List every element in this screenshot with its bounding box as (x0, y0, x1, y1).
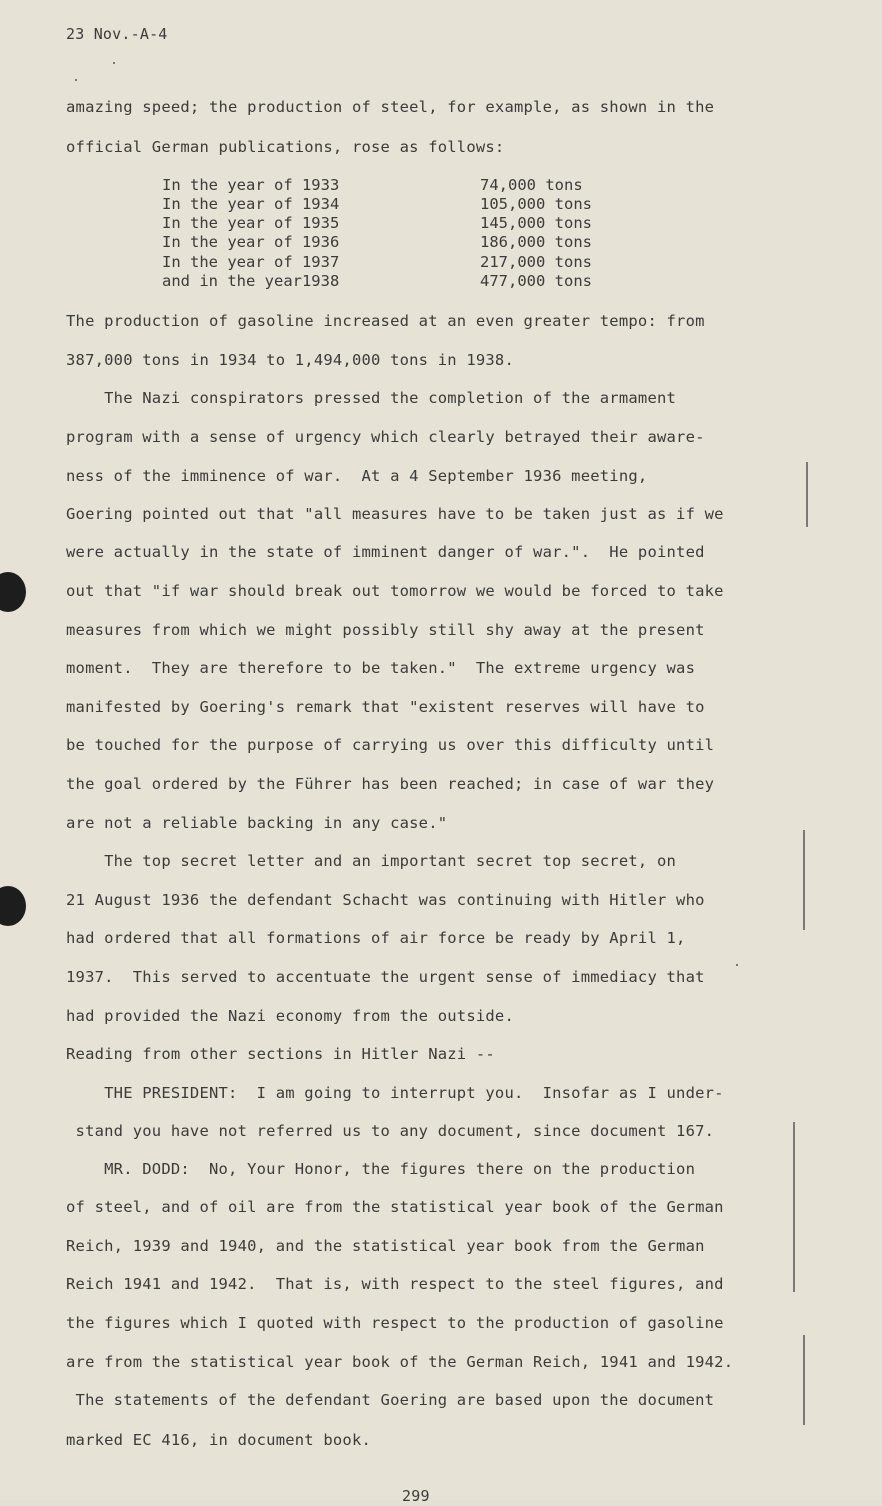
text-line: had ordered that all formations of air force be ready by April 1, (66, 929, 686, 947)
text-line: were actually in the state of imminent danger of war.". He pointed (66, 543, 705, 561)
text-line: measures from which we might possibly still shy away at the present (66, 621, 705, 639)
text-line: Reading from other sections in Hitler Nazi -- (66, 1045, 495, 1063)
text-line: The Nazi conspirators pressed the completion of the armament (66, 389, 677, 407)
table-year: In the year of 1936 (162, 233, 340, 251)
margin-line (806, 462, 808, 527)
table-row (162, 253, 602, 273)
page-number: 299 (402, 1487, 430, 1505)
margin-line (803, 1335, 805, 1425)
text-line: program with a sense of urgency which clearly betrayed their aware- (66, 428, 705, 446)
text-line: Goering pointed out that "all measures have to be taken just as if we (66, 505, 724, 523)
speck (736, 964, 738, 966)
punch-hole (0, 572, 26, 612)
table-tons: 74,000 tons (480, 176, 583, 194)
table-row (162, 214, 602, 234)
text-line: are from the statistical year book of the German Reich, 1941 and 1942. (66, 1353, 734, 1371)
table-tons: 217,000 tons (480, 253, 592, 271)
table-tons: 145,000 tons (480, 214, 592, 232)
text-line: ness of the imminence of war. At a 4 September 1936 meeting, (66, 467, 648, 485)
text-line: 21 August 1936 the defendant Schacht was continuing with Hitler who (66, 891, 705, 909)
table-tons: 105,000 tons (480, 195, 592, 213)
table-year: In the year of 1935 (162, 214, 340, 232)
text-line: official German publications, rose as follows: (66, 138, 505, 156)
text-line: Reich, 1939 and 1940, and the statistical year book from the German (66, 1237, 705, 1255)
table-tons: 186,000 tons (480, 233, 592, 251)
text-line: THE PRESIDENT: I am going to interrupt you. Insofar as I under- (66, 1084, 724, 1102)
table-row (162, 195, 602, 215)
text-line: The statements of the defendant Goering are based upon the document (66, 1391, 715, 1409)
text-line: had provided the Nazi economy from the outside. (66, 1007, 514, 1025)
table-tons: 477,000 tons (480, 272, 592, 290)
text-line: The production of gasoline increased at an even greater tempo: from (66, 312, 705, 330)
speck (113, 62, 115, 64)
margin-line (793, 1122, 795, 1292)
text-line: stand you have not referred us to any document, since document 167. (66, 1122, 715, 1140)
text-line: moment. They are therefore to be taken." The extreme urgency was (66, 659, 696, 677)
punch-hole (0, 886, 26, 926)
text-line: MR. DODD: No, Your Honor, the figures there on the production (66, 1160, 696, 1178)
page-header: 23 Nov.-A-4 (66, 25, 168, 43)
table-year: In the year of 1934 (162, 195, 340, 213)
text-line: the goal ordered by the Führer has been reached; in case of war they (66, 775, 715, 793)
text-line: amazing speed; the production of steel, for example, as shown in the (66, 98, 715, 116)
text-line: be touched for the purpose of carrying us over this difficulty until (66, 736, 715, 754)
table-year: In the year of 1933 (162, 176, 340, 194)
text-line: manifested by Goering's remark that "existent reserves will have to (66, 698, 705, 716)
table-year: and in the year1938 (162, 272, 340, 290)
text-line: of steel, and of oil are from the statistical year book of the German (66, 1198, 724, 1216)
table-row (162, 233, 602, 253)
table-row (162, 176, 602, 196)
text-line: Reich 1941 and 1942. That is, with respect to the steel figures, and (66, 1275, 724, 1293)
text-line: 1937. This served to accentuate the urgent sense of immediacy that (66, 968, 705, 986)
table-year: In the year of 1937 (162, 253, 340, 271)
text-line: the figures which I quoted with respect to the production of gasoline (66, 1314, 724, 1332)
text-line: out that "if war should break out tomorrow we would be forced to take (66, 582, 724, 600)
margin-line (803, 830, 805, 930)
text-line: marked EC 416, in document book. (66, 1431, 372, 1449)
speck (75, 79, 77, 81)
table-row (162, 272, 602, 292)
text-line: 387,000 tons in 1934 to 1,494,000 tons in 1938. (66, 351, 514, 369)
text-line: The top secret letter and an important secret top secret, on (66, 852, 677, 870)
text-line: are not a reliable backing in any case." (66, 814, 448, 832)
